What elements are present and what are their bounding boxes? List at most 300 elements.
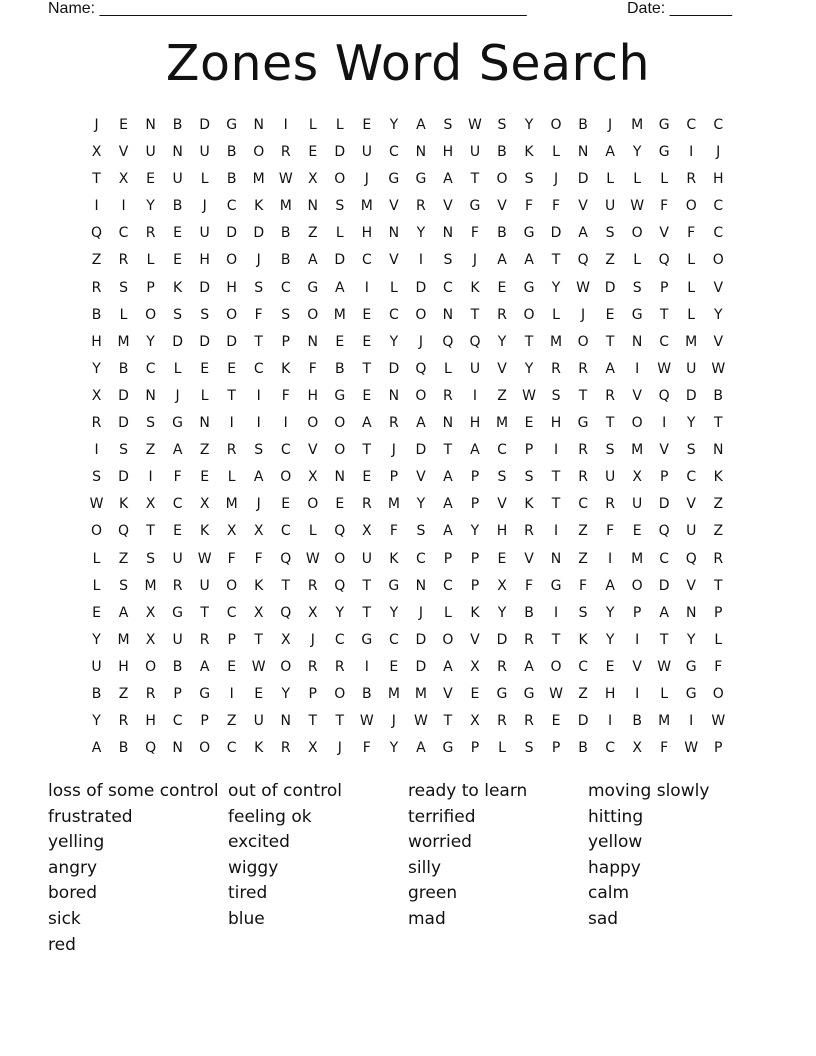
grid-cell: C — [361, 252, 372, 269]
grid-cell: Y — [524, 360, 534, 377]
grid-cell: D — [199, 117, 211, 133]
grid-cell: T — [551, 631, 561, 648]
grid-cell: G — [307, 279, 319, 296]
grid-cell: C — [713, 117, 724, 133]
grid-cell: L — [92, 550, 101, 567]
grid-cell: B — [226, 144, 237, 161]
grid-cell: W — [468, 117, 482, 133]
grid-cell: D — [658, 577, 670, 594]
grid-cell: O — [631, 415, 643, 432]
grid-row — [83, 304, 743, 331]
grid-cell: T — [605, 415, 615, 432]
grid-cell: P — [632, 604, 642, 621]
grid-cell: T — [551, 469, 561, 486]
grid-cell: T — [362, 604, 372, 621]
grid-cell: G — [199, 685, 211, 702]
word-list-item: loss of some control — [48, 781, 219, 801]
grid-cell: M — [144, 577, 157, 594]
grid-cell: N — [577, 144, 589, 161]
grid-cell: K — [254, 740, 264, 757]
grid-cell: W — [549, 685, 563, 702]
grid-cell: C — [253, 360, 264, 377]
grid-cell: L — [444, 604, 452, 621]
grid-cell: P — [714, 740, 723, 757]
grid-cell: T — [605, 333, 615, 350]
grid-cell: P — [470, 740, 480, 757]
grid-cell: D — [253, 225, 265, 242]
grid-cell: B — [497, 225, 507, 242]
grid-cell: U — [686, 360, 697, 377]
word-column — [48, 779, 228, 958]
grid-cell: J — [391, 442, 396, 459]
grid-cell: S — [524, 740, 534, 757]
grid-cell: T — [443, 442, 453, 459]
grid-cell: Q — [658, 523, 670, 540]
grid-cell: C — [388, 144, 399, 161]
grid-cell: E — [92, 604, 101, 621]
grid-cell: O — [415, 387, 427, 404]
grid-cell: O — [199, 740, 211, 757]
grid-cell: X — [307, 171, 318, 188]
grid-cell: N — [199, 415, 210, 432]
word-list-item: angry — [48, 857, 98, 878]
grid-cell: X — [145, 496, 156, 513]
grid-cell: L — [146, 252, 155, 269]
grid-cell: X — [91, 387, 102, 404]
word-list-item: sad — [588, 908, 619, 929]
grid-cell: T — [551, 252, 561, 269]
grid-cell: G — [334, 387, 346, 404]
grid-cell: G — [577, 415, 589, 432]
grid-cell: M — [225, 496, 238, 513]
grid-cell: P — [470, 496, 480, 513]
grid-cell: L — [200, 171, 209, 188]
grid-cell: O — [523, 306, 535, 323]
grid-cell: V — [632, 658, 642, 675]
grid-cell: V — [713, 333, 724, 350]
grid-cell: J — [364, 171, 369, 188]
grid-cell: T — [254, 631, 263, 648]
grid-cell: C — [172, 713, 183, 730]
word-list-item: sick — [48, 908, 81, 929]
grid-cell: O — [91, 523, 103, 540]
grid-cell: T — [713, 415, 723, 432]
grid-cell: H — [145, 713, 156, 730]
grid-cell: E — [146, 171, 155, 188]
grid-cell: R — [551, 360, 561, 377]
grid-cell: C — [416, 550, 426, 567]
grid-cell: J — [418, 604, 423, 621]
grid-cell: F — [227, 550, 236, 567]
grid-cell: R — [524, 523, 534, 540]
grid-cell: C — [226, 198, 237, 215]
grid-cell: Z — [713, 496, 724, 513]
grid-cell: M — [279, 198, 292, 215]
grid-cell: A — [416, 740, 426, 757]
grid-cell: H — [496, 523, 508, 540]
grid-cell: D — [118, 469, 129, 486]
grid-cell: G — [523, 225, 535, 242]
grid-cell: Y — [470, 523, 480, 540]
grid-cell: V — [497, 496, 507, 513]
word-list-item: calm — [588, 883, 630, 904]
grid-cell: R — [145, 225, 156, 242]
grid-cell: H — [118, 658, 129, 675]
grid-row — [83, 249, 743, 276]
grid-cell: F — [173, 469, 182, 486]
grid-cell: D — [604, 279, 616, 296]
grid-cell: Y — [632, 144, 642, 161]
grid-cell: C — [443, 577, 453, 594]
grid-cell: J — [608, 117, 613, 133]
grid-cell: L — [335, 225, 344, 242]
grid-cell: X — [307, 740, 318, 757]
grid-cell: E — [497, 550, 507, 567]
grid-cell: X — [199, 496, 210, 513]
grid-cell: Z — [307, 225, 318, 242]
grid-cell: B — [172, 117, 183, 133]
grid-cell: O — [226, 306, 238, 323]
grid-cell: N — [685, 604, 697, 621]
grid-cell: X — [145, 604, 156, 621]
grid-cell: A — [416, 117, 426, 133]
grid-cell: P — [470, 469, 480, 486]
grid-cell: K — [713, 469, 723, 486]
grid-cell: K — [524, 144, 534, 161]
grid-cell: O — [145, 658, 157, 675]
grid-cell: Y — [146, 198, 155, 215]
grid-cell: D — [334, 144, 346, 161]
grid-cell: R — [524, 713, 534, 730]
grid-cell: H — [469, 415, 481, 432]
grid-cell: X — [497, 577, 507, 594]
header — [48, 0, 748, 20]
grid-cell: Z — [605, 252, 615, 269]
word-list-item: blue — [228, 908, 265, 929]
grid-cell: V — [443, 685, 453, 702]
grid-cell: R — [334, 658, 345, 675]
grid-cell: K — [254, 577, 264, 594]
grid-cell: A — [443, 523, 453, 540]
grid-cell: Y — [389, 333, 399, 350]
grid-cell: G — [523, 685, 535, 702]
grid-cell: I — [553, 604, 559, 621]
grid-cell: O — [685, 198, 697, 215]
grid-cell: L — [606, 171, 615, 188]
grid-cell: T — [659, 631, 669, 648]
grid-cell: F — [524, 577, 534, 594]
grid-cell: A — [443, 469, 453, 486]
grid-cell: Q — [145, 740, 157, 757]
word-list-item: wiggy — [228, 857, 279, 878]
grid-cell: F — [687, 225, 696, 242]
grid-cell: Y — [416, 496, 426, 513]
grid-cell: S — [632, 279, 642, 296]
grid-cell: F — [254, 550, 263, 567]
grid-cell: L — [389, 279, 398, 296]
grid-cell: G — [523, 279, 535, 296]
grid-cell: M — [685, 333, 698, 350]
grid-cell: S — [497, 469, 507, 486]
grid-cell: B — [713, 387, 724, 404]
grid-cell: T — [578, 387, 588, 404]
grid-cell: X — [362, 523, 372, 540]
grid-cell: T — [362, 360, 372, 377]
grid-cell: E — [362, 117, 372, 133]
grid-cell: G — [658, 144, 670, 161]
grid-cell: V — [686, 496, 696, 513]
grid-cell: W — [251, 658, 266, 675]
grid-cell: M — [252, 171, 265, 188]
grid-cell: A — [605, 577, 615, 594]
grid-cell: N — [280, 713, 291, 730]
grid-cell: C — [388, 306, 399, 323]
grid-cell: R — [91, 279, 102, 296]
grid-cell: A — [605, 360, 615, 377]
grid-row — [83, 385, 743, 412]
grid-cell: W — [657, 360, 672, 377]
grid-cell: R — [118, 713, 129, 730]
grid-cell: J — [94, 117, 99, 133]
grid-cell: T — [254, 333, 263, 350]
grid-cell: D — [118, 387, 129, 404]
grid-cell: U — [91, 658, 102, 675]
grid-cell: O — [631, 225, 643, 242]
grid-cell: U — [145, 144, 156, 161]
grid-cell: U — [199, 225, 210, 242]
grid-cell: R — [416, 198, 426, 215]
grid-cell: L — [335, 117, 344, 133]
grid-cell: K — [578, 631, 588, 648]
grid-cell: R — [578, 469, 588, 486]
grid-cell: W — [711, 360, 726, 377]
grid-cell: N — [145, 387, 156, 404]
grid-cell: I — [635, 631, 640, 648]
page-title: Zones Word Search — [165, 35, 651, 92]
grid-cell: X — [632, 740, 642, 757]
grid-cell: A — [524, 252, 534, 269]
grid-cell: C — [172, 496, 183, 513]
grid-cell: N — [415, 577, 427, 594]
grid-cell: O — [307, 496, 319, 513]
grid-cell: F — [660, 740, 669, 757]
grid-cell: E — [605, 658, 615, 675]
grid-cell: R — [443, 387, 453, 404]
grid-cell: R — [686, 171, 697, 188]
grid-cell: K — [389, 550, 399, 567]
letter-grid — [83, 114, 743, 764]
grid-cell: B — [578, 740, 588, 757]
grid-cell: Z — [497, 387, 507, 404]
grid-cell: M — [360, 198, 373, 215]
grid-cell: D — [388, 360, 400, 377]
grid-cell: G — [685, 685, 697, 702]
grid-cell: C — [713, 225, 724, 242]
grid-cell: N — [145, 117, 156, 133]
grid-cell: I — [229, 685, 234, 702]
grid-row — [83, 629, 743, 656]
grid-cell: N — [442, 306, 454, 323]
grid-cell: N — [334, 469, 346, 486]
grid-cell: E — [362, 387, 372, 404]
grid-cell: V — [307, 442, 318, 459]
grid-cell: S — [146, 415, 156, 432]
grid-cell: Z — [91, 252, 102, 269]
grid-cell: Q — [442, 333, 454, 350]
grid-cell: R — [361, 496, 372, 513]
grid-cell: E — [389, 658, 399, 675]
grid-row — [83, 331, 743, 358]
grid-cell: S — [146, 550, 156, 567]
grid-cell: J — [391, 713, 396, 730]
grid-cell: V — [389, 252, 399, 269]
grid-cell: I — [635, 685, 640, 702]
grid-cell: P — [281, 333, 290, 350]
grid-cell: R — [307, 658, 318, 675]
word-list-item: happy — [588, 857, 641, 878]
grid-cell: P — [389, 469, 399, 486]
grid-cell: L — [308, 523, 317, 540]
grid-cell: G — [172, 604, 184, 621]
grid-cell: E — [173, 523, 183, 540]
grid-cell: O — [307, 306, 319, 323]
grid-cell: C — [578, 658, 588, 675]
grid-cell: L — [308, 117, 317, 133]
grid-cell: D — [415, 279, 427, 296]
grid-cell: I — [229, 415, 234, 432]
grid-cell: O — [334, 171, 346, 188]
grid-cell: L — [687, 306, 696, 323]
grid-cell: K — [200, 523, 210, 540]
grid-cell: B — [362, 685, 372, 702]
grid-cell: R — [226, 442, 237, 459]
grid-cell: I — [553, 523, 559, 540]
grid-cell: H — [442, 144, 454, 161]
grid-cell: Q — [658, 252, 670, 269]
grid-cell: T — [470, 171, 480, 188]
grid-cell: T — [335, 713, 345, 730]
grid-cell: C — [388, 631, 399, 648]
grid-cell: U — [199, 144, 210, 161]
grid-cell: Y — [713, 306, 723, 323]
grid-cell: F — [389, 523, 398, 540]
grid-cell: P — [470, 550, 480, 567]
grid-cell: R — [91, 415, 102, 432]
grid-cell: U — [361, 550, 372, 567]
grid-cell: Y — [335, 604, 345, 621]
grid-cell: E — [632, 523, 642, 540]
grid-cell: T — [470, 306, 480, 323]
grid-cell: R — [280, 740, 291, 757]
grid-cell: J — [310, 631, 315, 648]
grid-cell: O — [334, 415, 346, 432]
grid-cell: V — [659, 225, 669, 242]
grid-cell: A — [91, 740, 102, 757]
word-list-item: excited — [228, 832, 290, 853]
grid-cell: E — [524, 415, 534, 432]
grid-cell: Y — [281, 685, 291, 702]
grid-cell: S — [119, 577, 128, 594]
grid-cell: S — [686, 442, 696, 459]
grid-cell: E — [497, 279, 507, 296]
grid-cell: R — [497, 306, 507, 323]
word-list-item: tired — [228, 883, 268, 904]
grid-cell: H — [307, 387, 319, 404]
grid-cell: H — [550, 415, 562, 432]
grid-cell: G — [685, 658, 697, 675]
grid-cell: D — [199, 279, 211, 296]
grid-cell: L — [227, 469, 236, 486]
grid-cell: U — [604, 469, 616, 486]
grid-cell: E — [173, 252, 183, 269]
grid-cell: B — [578, 117, 588, 133]
grid-cell: R — [497, 713, 507, 730]
grid-cell: D — [226, 333, 238, 350]
grid-cell: N — [631, 333, 643, 350]
grid-cell: S — [416, 523, 426, 540]
grid-cell: V — [470, 631, 480, 648]
grid-cell: E — [173, 225, 183, 242]
grid-cell: M — [495, 415, 509, 432]
grid-cell: L — [444, 360, 452, 377]
grid-cell: D — [118, 415, 129, 432]
grid-cell: Z — [226, 713, 237, 730]
grid-cell: A — [605, 144, 615, 161]
grid-cell: U — [604, 198, 616, 215]
grid-cell: T — [146, 523, 155, 540]
grid-cell: S — [254, 279, 264, 296]
grid-cell: W — [657, 658, 672, 675]
grid-cell: A — [253, 469, 264, 486]
grid-cell: V — [443, 198, 453, 215]
grid-cell: C — [280, 279, 291, 296]
grid-cell: T — [281, 577, 291, 594]
date-field-label: Date: _______ — [627, 0, 732, 17]
grid-row — [83, 358, 743, 385]
grid-cell: U — [172, 171, 183, 188]
grid-cell: M — [387, 496, 400, 513]
grid-cell: Z — [578, 550, 588, 567]
grid-cell: V — [416, 469, 426, 486]
grid-cell: D — [577, 713, 589, 730]
grid-cell: A — [524, 658, 534, 675]
grid-cell: J — [202, 198, 207, 215]
grid-cell: M — [414, 685, 427, 702]
grid-cell: J — [581, 306, 586, 323]
grid-cell: O — [550, 117, 562, 133]
grid-cell: K — [173, 279, 183, 296]
grid-cell: O — [442, 631, 454, 648]
grid-cell: X — [307, 469, 318, 486]
grid-cell: Y — [92, 360, 101, 377]
grid-cell: Y — [605, 631, 615, 648]
grid-cell: V — [632, 387, 642, 404]
grid-cell: O — [550, 658, 562, 675]
grid-cell: G — [469, 198, 481, 215]
grid-cell: F — [524, 198, 534, 215]
grid-cell: Y — [389, 117, 399, 133]
grid-cell: I — [662, 415, 667, 432]
grid-cell: C — [686, 117, 697, 133]
grid-row — [83, 548, 743, 575]
grid-cell: V — [713, 279, 724, 296]
grid-row — [83, 710, 743, 737]
grid-cell: X — [470, 658, 480, 675]
grid-cell: W — [278, 171, 293, 188]
grid-cell: R — [388, 415, 399, 432]
grid-cell: S — [119, 279, 128, 296]
grid-cell: M — [117, 631, 130, 648]
